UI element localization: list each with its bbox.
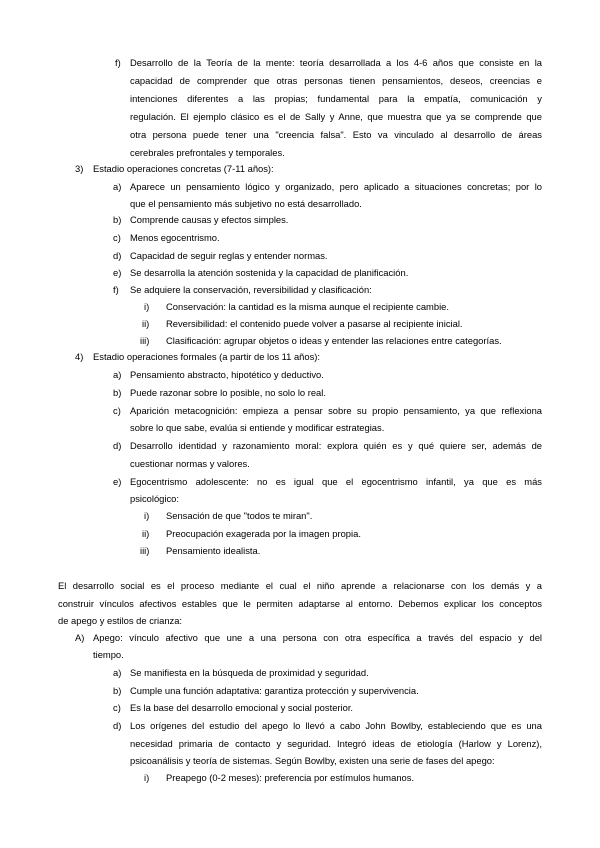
list-item-text: Pensamiento abstracto, hipotético y deductivo. <box>130 369 324 380</box>
sublist-item-text: Reversibilidad: el contenido puede volver a pasarse al recipiente inicial. <box>166 318 463 329</box>
section-heading: tiempo. <box>93 649 124 660</box>
sublist-marker: i) <box>144 772 150 783</box>
list-item-text: Se manifiesta en la búsqueda de proximidad y seguridad. <box>130 667 369 678</box>
list-marker: d) <box>113 440 122 451</box>
list-marker: d) <box>113 250 122 261</box>
list-marker: c) <box>113 405 121 416</box>
sublist-item-text: Preapego (0-2 meses): preferencia por estímulos humanos. <box>166 772 415 783</box>
list-item-text: psicoanálisis y teoría de sistemas. Según Bowlby, existen una serie de fases del apego: <box>130 755 495 766</box>
list-item-text: Se desarrolla la atención sostenida y la capacidad de planificación. <box>130 267 409 278</box>
paragraph-line: intenciones diferentes a las propias; fundamental para la empatía, comunicación y <box>130 93 542 104</box>
list-marker: a) <box>113 181 122 192</box>
section-number: 3) <box>75 163 84 174</box>
sublist-marker: iii) <box>140 545 150 556</box>
section-letter: A) <box>75 632 85 643</box>
list-item-text: cuestionar normas y valores. <box>130 458 250 469</box>
sublist-marker: ii) <box>142 318 150 329</box>
list-marker: c) <box>113 232 121 243</box>
list-item-text: Aparición metacognición: empieza a pensar sobre su propio pensamiento, ya que reflexiona <box>130 405 542 416</box>
list-item-text: Egocentrismo adolescente: no es igual que el egocentrismo infantil, ya que es más <box>130 476 542 487</box>
list-marker: f) <box>115 57 121 68</box>
list-marker: b) <box>113 387 122 398</box>
list-marker: f) <box>113 284 119 295</box>
list-item-text: Capacidad de seguir reglas y entender normas. <box>130 250 328 261</box>
paragraph-line: capacidad de comprender que otras personas tienen pensamientos, deseos, creencias e <box>130 75 542 86</box>
sublist-item-text: Clasificación: agrupar objetos o ideas y entender las relaciones entre categorías. <box>166 335 502 346</box>
list-item-text: Puede razonar sobre lo posible, no solo lo real. <box>130 387 326 398</box>
list-item-text: psicológico: <box>130 493 179 504</box>
list-marker: b) <box>113 685 122 696</box>
list-item-text: Es la base del desarrollo emocional y social posterior. <box>130 702 354 713</box>
list-marker: b) <box>113 214 122 225</box>
list-item-text: necesidad primaria de contacto y seguridad. Integró ideas de etiología (Harlow y Lorenz), <box>130 738 542 749</box>
section-number: 4) <box>75 351 84 362</box>
list-item-text: Desarrollo identidad y razonamiento moral: explora quién es y qué quiere ser, además de <box>130 440 542 451</box>
paragraph-line: El desarrollo social es el proceso mediante el cual el niño aprende a relacionarse con los demás y a <box>58 580 542 591</box>
list-marker: a) <box>113 667 122 678</box>
list-item-text: Se adquiere la conservación, reversibilidad y clasificación: <box>130 284 372 295</box>
section-heading: Estadio operaciones concretas (7-11 años): <box>93 163 274 174</box>
section-heading: Apego: vínculo afectivo que une a una persona con otra específica a través del espacio y del <box>93 632 542 643</box>
sublist-item-text: Conservación: la cantidad es la misma aunque el recipiente cambie. <box>166 301 449 312</box>
sublist-item-text: Preocupación exagerada por la imagen propia. <box>166 528 361 539</box>
sublist-marker: iii) <box>140 335 150 346</box>
paragraph-line: regulación. El ejemplo clásico es el de Sally y Anne, que muestra que ya se comprende que <box>130 111 542 122</box>
list-marker: c) <box>113 702 121 713</box>
paragraph-line: otra persona puede tener una "creencia falsa". Esto va vinculado al desarrollo de áreas <box>130 129 542 140</box>
list-item-text: sobre lo que sabe, evalúa si entiende y modificar estrategias. <box>130 422 385 433</box>
paragraph-line: cerebrales prefrontales y temporales. <box>130 147 285 158</box>
paragraph-line: construir vínculos afectivos estables que le permiten adaptarse al entorno. Debemos explicar los conceptos <box>58 598 542 609</box>
list-marker: d) <box>113 720 122 731</box>
paragraph-line: de apego y estilos de crianza: <box>58 615 183 626</box>
sublist-item-text: Pensamiento idealista. <box>166 545 261 556</box>
paragraph-line: Desarrollo de la Teoría de la mente: teoría desarrollada a los 4-6 años que consiste en la <box>130 57 542 68</box>
list-item-text: Menos egocentrismo. <box>130 232 220 243</box>
list-marker: e) <box>113 476 122 487</box>
list-marker: a) <box>113 369 122 380</box>
sublist-marker: i) <box>144 301 150 312</box>
section-heading: Estadio operaciones formales (a partir de los 11 años): <box>93 351 321 362</box>
list-item-text: Aparece un pensamiento lógico y organizado, pero aplicado a situaciones concretas; por lo <box>130 181 542 192</box>
list-item-text: Los orígenes del estudio del apego lo llevó a cabo John Bowlby, estableciendo que es una <box>130 720 542 731</box>
list-item-text: Cumple una función adaptativa: garantiza protección y supervivencia. <box>130 685 419 696</box>
list-marker: e) <box>113 267 122 278</box>
sublist-marker: ii) <box>142 528 150 539</box>
sublist-item-text: Sensación de que "todos te miran". <box>166 510 313 521</box>
sublist-marker: i) <box>144 510 150 521</box>
list-item-text: Comprende causas y efectos simples. <box>130 214 289 225</box>
list-item-text: que el pensamiento más subjetivo no está desarrollado. <box>130 198 362 209</box>
